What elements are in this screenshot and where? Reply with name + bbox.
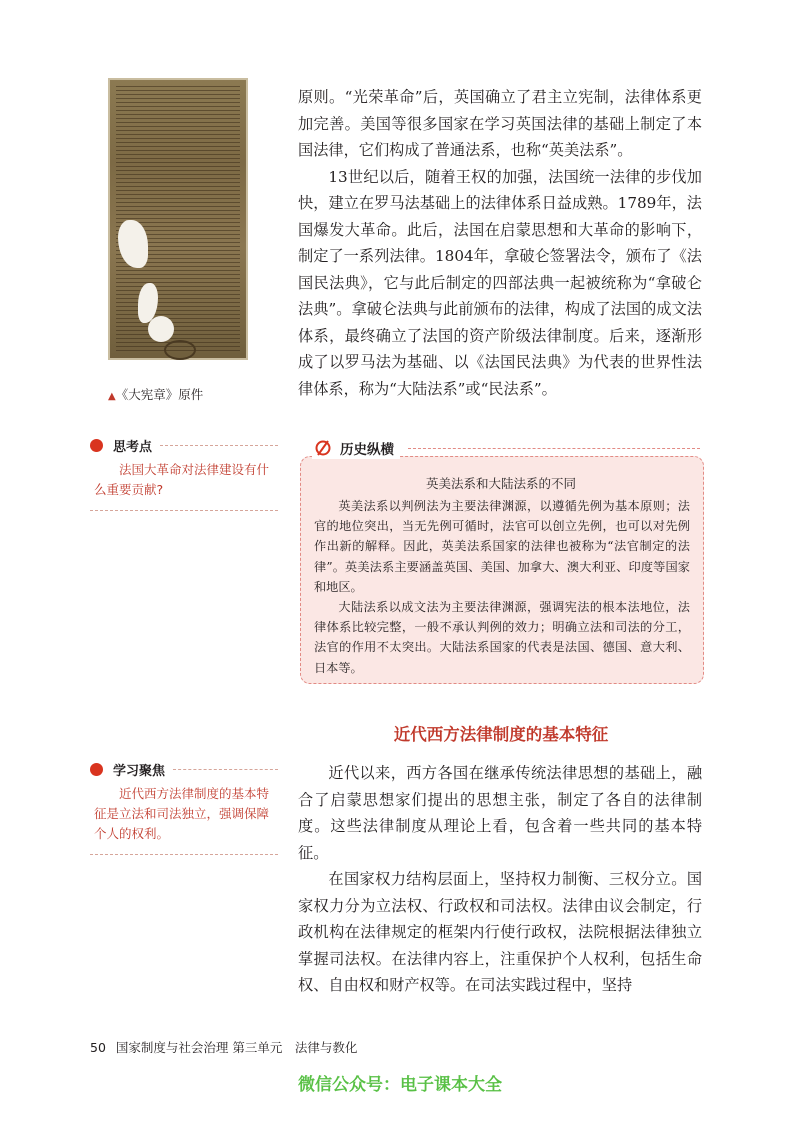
running-title: 国家制度与社会治理 第三单元 法律与教化 bbox=[115, 1040, 358, 1055]
study-focus-box bbox=[90, 760, 278, 855]
wechat-watermark: 微信公众号：电子课本大全 bbox=[298, 1075, 502, 1095]
paragraph: 13世纪以后，随着王权的加强，法国统一法律的步伐加快，建立在罗马法基础上的法律体系日益成熟。1789年，法国爆发大革命。此后，法国在启蒙思想和大革命的影响下，制定了一系列法律。1804年，拿破仑签署法令，颁布了《法国民法典》，它与此后制定的四部法典一起被统称为“拿破仑法典”。拿破仑法典与此前颁布的法律，构成了法国的成文法体系，最终确立了法国的资产阶级法律制度。后来，逐渐形成了以罗马法为基础、以《法国民法典》为代表的世界性法律体系，称为“大陆法系”或“民法系”。 bbox=[298, 167, 702, 398]
page-number: 50 bbox=[90, 1040, 106, 1055]
bullet-dot-icon bbox=[90, 439, 103, 452]
paragraph: 英美法系以判例法为主要法律渊源，以遵循先例为基本原则；法官的地位突出，当无先例可循时，法官可以创立先例，也可以对先例作出新的解释。因此，英美法系国家的法律也被称为“法官制定的法律”。英美法系主要涵盖英国、美国、加拿大、澳大利亚、印度等国家和地区。 bbox=[314, 499, 690, 594]
think-point-text: 法国大革命对法律建设有什么重要贡献? bbox=[94, 462, 270, 497]
study-focus-title: 学习聚焦 bbox=[113, 763, 166, 779]
body-text-top bbox=[298, 84, 702, 402]
magna-carta-image bbox=[108, 78, 248, 360]
history-logo-icon bbox=[314, 439, 332, 457]
study-focus-text: 近代西方法律制度的基本特征是立法和司法独立，强调保障个人的权利。 bbox=[94, 786, 270, 841]
think-point-title: 思考点 bbox=[113, 439, 153, 455]
triangle-icon: ▲ bbox=[108, 391, 116, 402]
think-point-box bbox=[90, 436, 278, 511]
paragraph: 在国家权力结构层面上，坚持权力制衡、三权分立。国家权力分为立法权、行政权和司法权。法律由议会制定，行政机构在法律规定的框架内行使行政权，法院根据法律独立掌握司法权。在法律内容上，注重保护个人权利，包括生命权、自由权和财产权等。在司法实践过程中，坚持 bbox=[298, 870, 702, 994]
history-box-subtitle: 英美法系和大陆法系的不同 bbox=[425, 476, 576, 491]
section-title: 近代西方法律制度的基本特征 bbox=[393, 725, 609, 744]
paragraph: 大陆法系以成文法为主要法律渊源，强调宪法的根本法地位，法律体系比较完整，一般不承认判例的效力；明确立法和司法的分工，法官的作用不太突出。大陆法系国家的代表是法国、德国、意大利、日本等。 bbox=[314, 600, 690, 675]
paragraph: 原则。“光荣革命”后，英国确立了君主立宪制，法律体系更加完善。美国等很多国家在学习英国法律的基础上制定了本国法律，它们构成了普通法系，也称“英美法系”。 bbox=[298, 88, 702, 159]
history-box-header: 历史纵横 bbox=[312, 437, 400, 459]
page-footer bbox=[90, 1038, 357, 1056]
paragraph: 近代以来，西方各国在继承传统法律思想的基础上，融合了启蒙思想家们提出的思想主张，制定了各自的法律制度。这些法律制度从理论上看，包含着一些共同的基本特征。 bbox=[298, 764, 702, 862]
bullet-dot-icon bbox=[90, 763, 103, 776]
history-box-body bbox=[314, 496, 690, 678]
image-caption: ▲《大宪章》原件 bbox=[108, 387, 204, 402]
